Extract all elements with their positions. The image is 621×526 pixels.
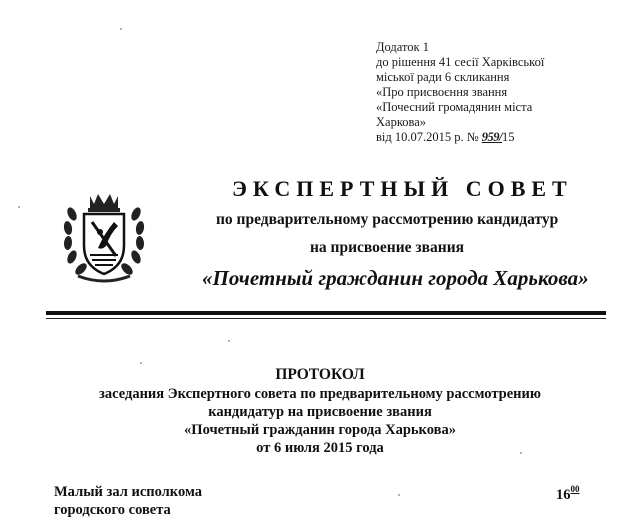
header-rule-thin: [46, 318, 606, 319]
kharkiv-coat-of-arms-icon: [60, 188, 148, 286]
annex-line-2: до рішення 41 сесії Харківської: [376, 55, 545, 69]
meeting-time-hour: 16: [556, 487, 571, 503]
honor-title: «Почетный гражданин города Харькова»: [202, 266, 589, 290]
council-subtitle-2: на присвоение звания: [310, 239, 465, 256]
scan-speck: [398, 494, 400, 496]
meeting-place: [54, 483, 202, 519]
annex-block: [376, 40, 544, 145]
protocol-line-1: заседания Экспертного совета по предварительному рассмотрению: [99, 386, 541, 402]
handwritten-number: 959/: [481, 130, 503, 144]
scan-speck: [18, 206, 20, 208]
protocol-date: от 6 июля 2015 года: [256, 440, 384, 456]
protocol-title: ПРОТОКОЛ: [275, 366, 365, 383]
header-rule-thick: [46, 311, 606, 315]
annex-line-3: міської ради 6 скликання: [376, 70, 510, 84]
meeting-place-line-1: Малый зал исполкома: [54, 484, 202, 500]
scan-speck: [120, 28, 122, 30]
annex-date-number: від 10.07.2015 р. №: [376, 130, 479, 144]
meeting-time-minutes: 00: [570, 484, 580, 494]
annex-line-1: Додаток 1: [376, 40, 429, 54]
protocol-block: [40, 366, 600, 457]
scan-speck: [140, 362, 142, 364]
annex-line-7: [376, 130, 544, 145]
protocol-line-3: «Почетный гражданин города Харькова»: [184, 422, 456, 438]
meeting-time: [556, 484, 580, 504]
meeting-place-line-2: городского совета: [54, 502, 171, 518]
council-subtitle-1: по предварительному рассмотрению кандидатур: [216, 211, 559, 228]
protocol-line-2: кандидатур на присвоение звания: [208, 404, 432, 420]
annex-number-suffix: 15: [502, 130, 515, 144]
annex-line-4: «Про присвоєння звання: [376, 85, 508, 99]
scan-speck: [228, 340, 230, 342]
annex-line-5: «Почесний громадянин міста: [376, 100, 533, 114]
annex-line-6: Харкова»: [376, 115, 427, 129]
council-title: ЭКСПЕРТНЫЙ СОВЕТ: [232, 176, 573, 201]
scan-speck: [520, 452, 522, 454]
